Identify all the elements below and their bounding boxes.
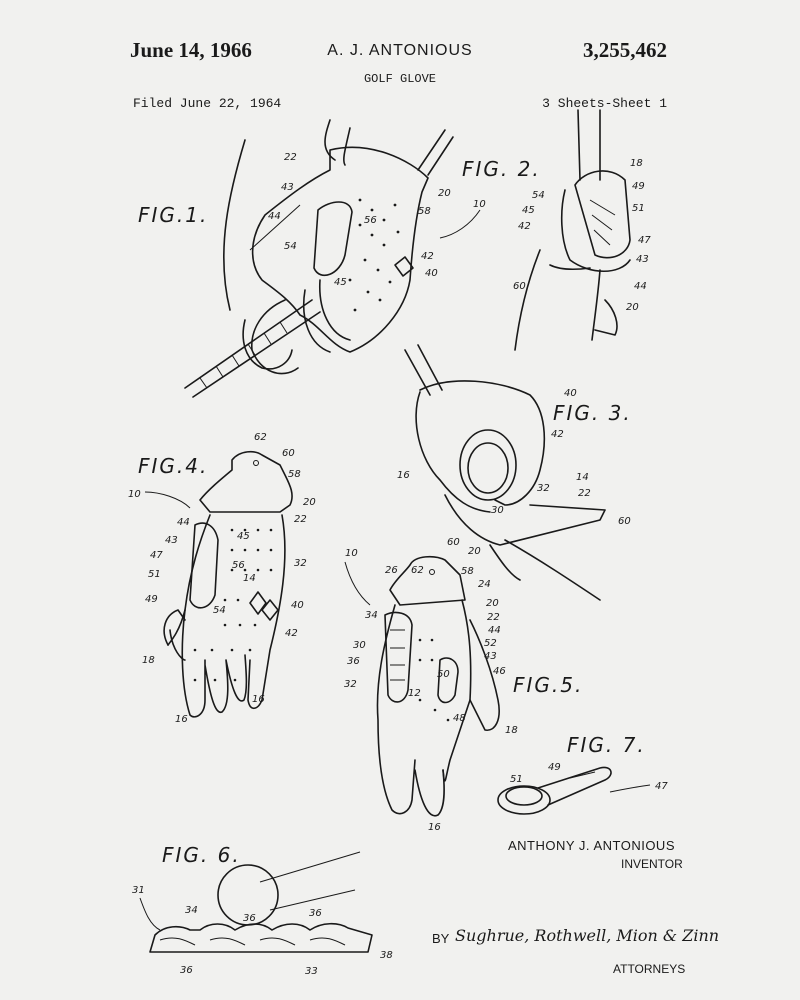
svg-text:46: 46 [493,666,506,677]
svg-text:60: 60 [282,448,295,459]
svg-text:22: 22 [294,514,307,525]
svg-text:42: 42 [421,251,434,262]
svg-text:51: 51 [510,774,523,785]
figure-1-drawing [138,120,486,397]
svg-text:54: 54 [284,241,297,252]
figure-6-label: FIG. 6. [162,843,241,867]
svg-text:45: 45 [334,277,347,288]
svg-text:56: 56 [232,560,245,571]
svg-text:54: 54 [213,605,226,616]
svg-text:36: 36 [347,656,360,667]
svg-text:44: 44 [634,281,647,292]
figure-7-drawing [498,733,668,814]
svg-text:43: 43 [484,651,497,662]
svg-text:44: 44 [268,211,281,222]
svg-text:38: 38 [380,950,393,961]
svg-text:58: 58 [461,566,474,577]
svg-text:60: 60 [513,281,526,292]
figure-6-drawing [132,843,393,977]
svg-text:52: 52 [484,638,497,649]
figure-3-drawing [397,345,632,600]
svg-text:32: 32 [537,483,550,494]
svg-text:45: 45 [237,531,250,542]
svg-text:30: 30 [491,505,504,516]
svg-text:20: 20 [438,188,451,199]
svg-text:32: 32 [294,558,307,569]
svg-text:43: 43 [636,254,649,265]
patent-number: 3,255,462 [583,38,667,62]
svg-text:47: 47 [150,550,163,561]
sheet-info: 3 Sheets-Sheet 1 [542,96,667,111]
figure-4-drawing [128,432,316,725]
svg-text:18: 18 [505,725,518,736]
figure-1-label: FIG.1. [138,203,209,227]
svg-text:16: 16 [175,714,188,725]
svg-text:56: 56 [364,215,377,226]
svg-text:42: 42 [518,221,531,232]
svg-text:42: 42 [551,429,564,440]
svg-text:40: 40 [425,268,438,279]
svg-text:34: 34 [185,905,198,916]
svg-text:48: 48 [453,713,466,724]
svg-text:36: 36 [243,913,256,924]
svg-text:24: 24 [478,579,491,590]
svg-text:22: 22 [578,488,591,499]
inventor-name: ANTHONY J. ANTONIOUS [508,838,675,853]
svg-text:50: 50 [437,669,450,680]
svg-text:26: 26 [385,565,398,576]
svg-text:43: 43 [165,535,178,546]
svg-text:44: 44 [488,625,501,636]
attorney-signature: Sughrue, Rothwell, Mion & Zinn [455,926,720,945]
svg-text:18: 18 [630,158,643,169]
svg-text:14: 14 [576,472,589,483]
svg-text:22: 22 [284,152,297,163]
svg-text:36: 36 [309,908,322,919]
svg-text:12: 12 [408,688,421,699]
svg-text:62: 62 [411,565,424,576]
figure-2-label: FIG. 2. [462,157,541,181]
figure-3-label: FIG. 3. [553,401,632,425]
svg-text:40: 40 [564,388,577,399]
svg-text:51: 51 [148,569,161,580]
svg-text:20: 20 [626,302,639,313]
svg-text:16: 16 [428,822,441,833]
figure-5-drawing [344,537,583,833]
figure-4-label: FIG.4. [138,454,209,478]
svg-text:10: 10 [473,199,486,210]
svg-text:62: 62 [254,432,267,443]
svg-text:49: 49 [632,181,645,192]
svg-text:30: 30 [353,640,366,651]
svg-text:47: 47 [638,235,651,246]
patent-title: GOLF GLOVE [363,72,436,86]
svg-text:10: 10 [128,489,141,500]
svg-text:36: 36 [180,965,193,976]
svg-text:20: 20 [468,546,481,557]
svg-text:20: 20 [303,497,316,508]
svg-text:58: 58 [418,206,431,217]
figure-5-label: FIG.5. [513,673,584,697]
svg-text:45: 45 [522,205,535,216]
filed-date: Filed June 22, 1964 [133,96,282,111]
inventor-label: INVENTOR [621,857,683,871]
svg-text:51: 51 [632,203,645,214]
svg-text:60: 60 [618,516,631,527]
svg-text:43: 43 [281,182,294,193]
svg-text:40: 40 [291,600,304,611]
svg-text:33: 33 [305,966,318,977]
inventor-header: A. J. ANTONIOUS [327,42,473,59]
patent-date: June 14, 1966 [130,38,252,62]
svg-text:32: 32 [344,679,357,690]
svg-text:49: 49 [145,594,158,605]
svg-text:58: 58 [288,469,301,480]
attorneys-label: ATTORNEYS [613,962,686,976]
svg-text:22: 22 [487,612,500,623]
figure-7-label: FIG. 7. [567,733,646,757]
svg-text:16: 16 [252,694,265,705]
svg-text:18: 18 [142,655,155,666]
svg-text:44: 44 [177,517,190,528]
svg-text:14: 14 [243,573,256,584]
svg-text:42: 42 [285,628,298,639]
svg-text:31: 31 [132,885,145,896]
svg-text:16: 16 [397,470,410,481]
svg-text:54: 54 [532,190,545,201]
svg-text:47: 47 [655,781,668,792]
by-label: BY [432,931,450,946]
svg-text:10: 10 [345,548,358,559]
svg-text:20: 20 [486,598,499,609]
svg-text:49: 49 [548,762,561,773]
figure-2-drawing [462,110,651,350]
svg-text:60: 60 [447,537,460,548]
svg-text:34: 34 [365,610,378,621]
